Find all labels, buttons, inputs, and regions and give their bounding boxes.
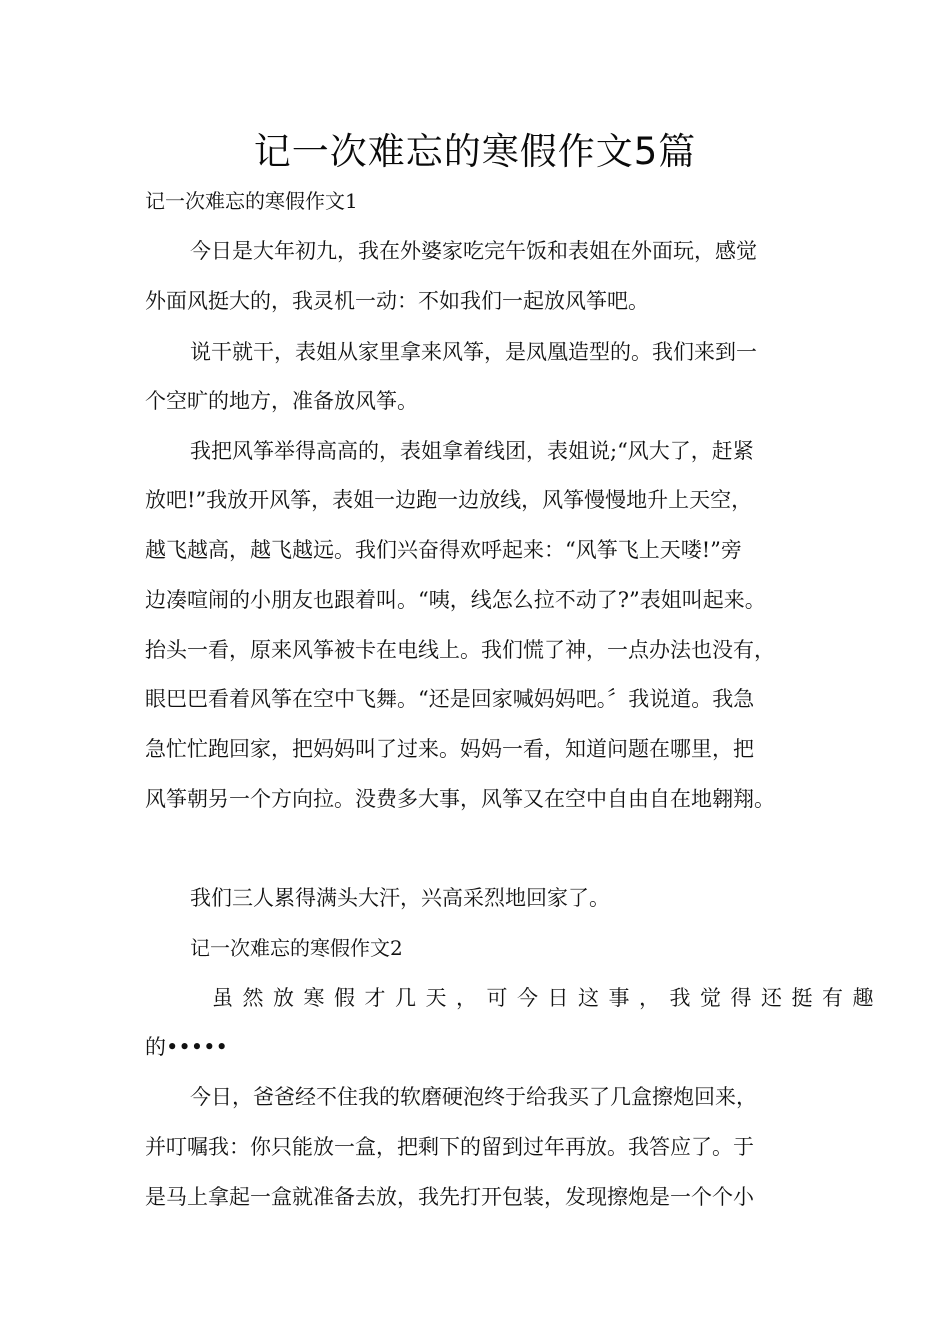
essay-1-paragraph-3-line: 越飞越高，越飞越远。我们兴奋得欢呼起来：“风筝飞上天喽!”旁 bbox=[145, 538, 742, 562]
essay-1-paragraph-2-line: 说干就干，表姐从家里拿来风筝，是凤凰造型的。我们来到一 bbox=[190, 340, 757, 364]
essay-1-paragraph-3-line: 风筝朝另一个方向拉。没费多大事，风筝又在空中自由自在地翱翔。 bbox=[145, 787, 775, 811]
essay-2-paragraph-2-line: 是马上拿起一盒就准备去放，我先打开包装，发现擦炮是一个个小 bbox=[145, 1185, 754, 1209]
essay-1-paragraph-3-line: 抬头一看，原来风筝被卡在电线上。我们慌了神，一点办法也没有， bbox=[145, 638, 775, 662]
essay-1-paragraph-3-line: 眼巴巴看着风筝在空中飞舞。“还是回家喊妈妈吧。〞我说道。我急 bbox=[145, 687, 755, 711]
essay-2-paragraph-1-line: 虽然放寒假才几天，可今日这事，我觉得还挺有趣 bbox=[212, 986, 883, 1010]
essay-1-paragraph-1-line: 今日是大年初九，我在外婆家吃完午饭和表姐在外面玩，感觉 bbox=[190, 239, 757, 263]
essay-2-paragraph-2-line: 今日，爸爸经不住我的软磨硬泡终于给我买了几盒擦炮回来， bbox=[190, 1085, 757, 1109]
essay-1-paragraph-3-line: 边凑喧闹的小朋友也跟着叫。“咦，线怎么拉不动了?”表姐叫起来。 bbox=[145, 588, 766, 612]
essay-1-paragraph-3-line: 我把风筝举得高高的，表姐拿着线团，表姐说;“风大了，赶紧 bbox=[190, 439, 754, 463]
essay-2-paragraph-2-line: 并叮嘱我：你只能放一盒，把剩下的留到过年再放。我答应了。于 bbox=[145, 1135, 754, 1159]
essay-1-paragraph-2-line: 个空旷的地方，准备放风筝。 bbox=[145, 389, 418, 413]
essay-1-paragraph-4: 我们三人累得满头大汗，兴高采烈地回家了。 bbox=[190, 886, 610, 910]
essay-2-paragraph-1-line: 的••••• bbox=[145, 1035, 228, 1059]
essay-2-heading: 记一次难忘的寒假作文2 bbox=[190, 936, 403, 960]
essay-1-paragraph-3-line: 急忙忙跑回家，把妈妈叫了过来。妈妈一看，知道问题在哪里，把 bbox=[145, 737, 754, 761]
essay-1-paragraph-3-line: 放吧!”我放开风筝，表姐一边跑一边放线，风筝慢慢地升上天空， bbox=[145, 488, 753, 512]
essay-1-heading: 记一次难忘的寒假作文1 bbox=[145, 189, 358, 213]
essay-1-paragraph-1-line: 外面风挺大的，我灵机一动：不如我们一起放风筝吧。 bbox=[145, 289, 649, 313]
document-title: 记一次难忘的寒假作文5篇 bbox=[253, 130, 697, 173]
